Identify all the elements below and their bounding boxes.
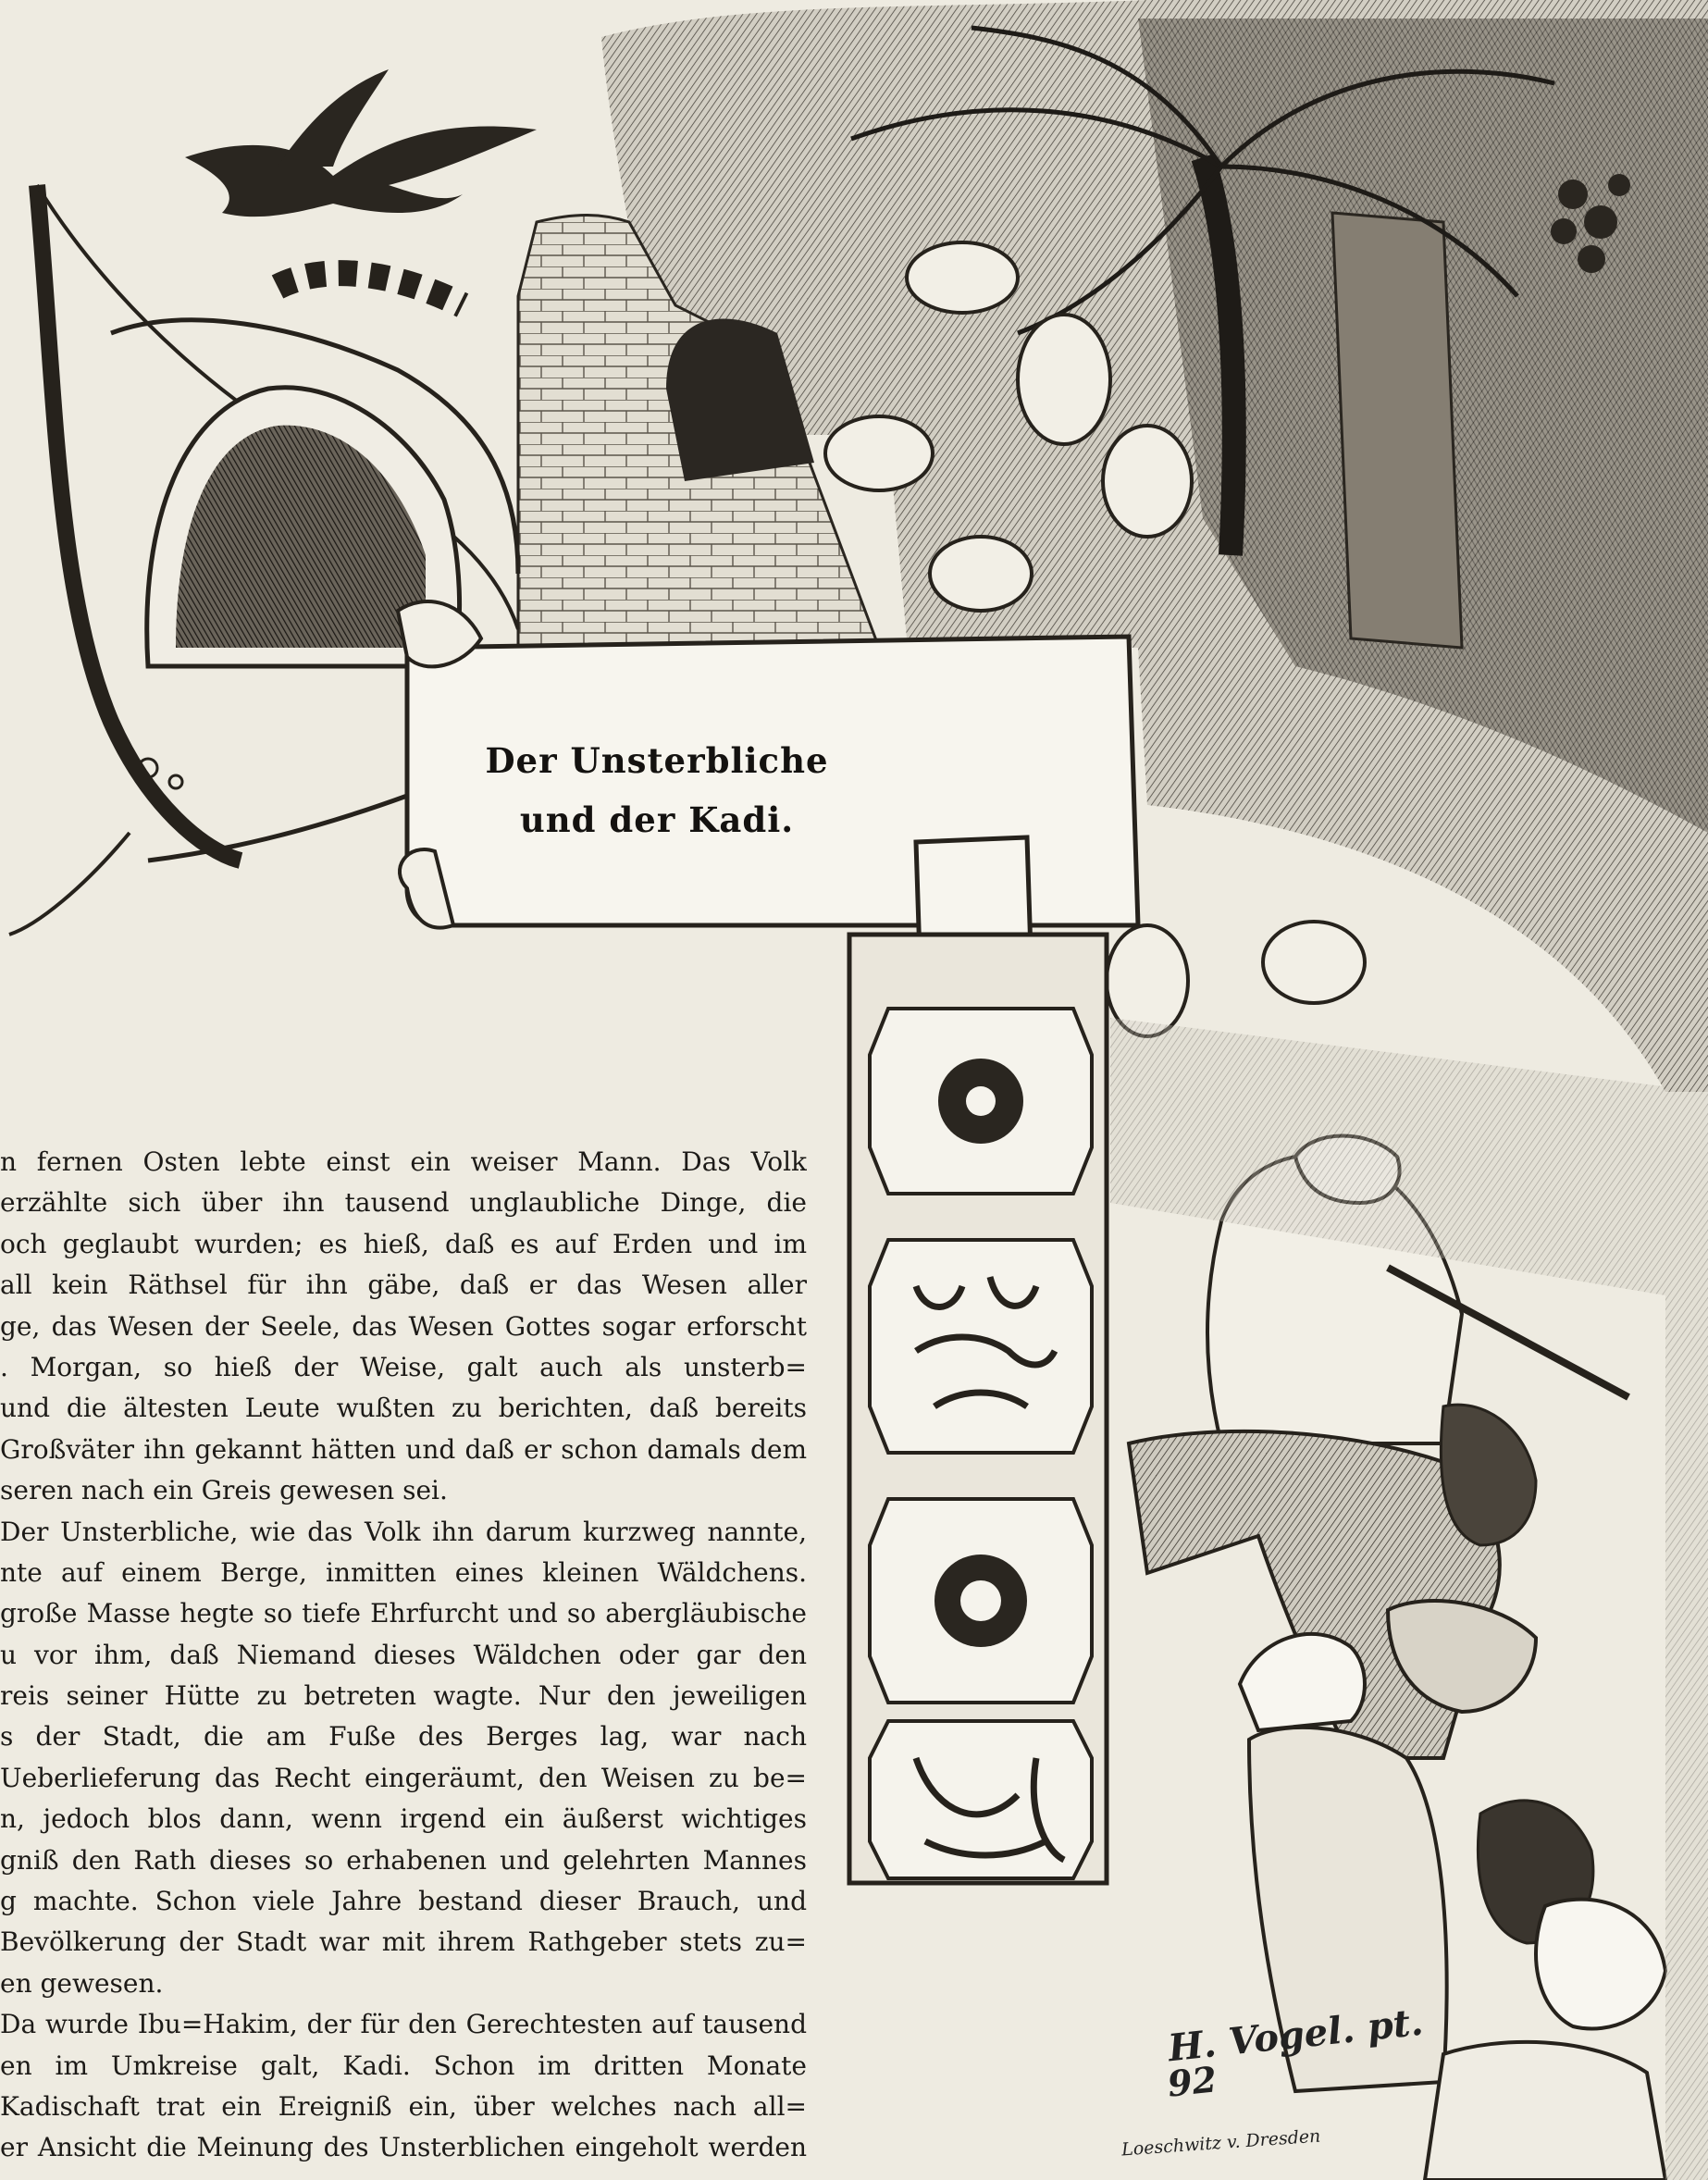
body-line: och geglaubt wurden; es hieß, daß es auf Erden und im [0, 1228, 807, 1259]
body-line: . Morgan, so hieß der Weise, galt auch als unsterb= [0, 1351, 807, 1382]
title-line-2: und der Kadi. [519, 799, 795, 840]
body-line: ge, das Wesen der Seele, das Wesen Gottes sogar erforscht [0, 1310, 807, 1342]
body-line: s der Stadt, die am Fuße des Berges lag, war nach [0, 1721, 807, 1753]
engraver-credit: Loeschwitz v. Dresden [1120, 2125, 1321, 2161]
ornamental-pillar [849, 935, 1107, 1883]
body-line: und die ältesten Leute wußten zu berichten, daß bereits [0, 1393, 807, 1424]
body-line: seren nach ein Greis gewesen sei. [0, 1475, 448, 1506]
body-line: reis seiner Hütte zu betreten wagte. Nur den jeweiligen [0, 1680, 807, 1712]
body-line: Kadischaft trat ein Ereigniß ein, über welches nach all= [0, 2090, 807, 2122]
body-line: n, jedoch blos dann, wenn irgend ein äußerst wichtiges [0, 1803, 807, 1835]
body-line: all kein Räthsel für ihn gäbe, daß er das Wesen aller [0, 1270, 807, 1301]
body-line: Da wurde Ibu=Hakim, der für den Gerechtesten auf tausend [0, 2009, 807, 2040]
body-line: nte auf einem Berge, inmitten eines kleinen Wäldchens. [0, 1556, 807, 1588]
body-line: Großväter ihn gekannt hätten und daß er schon damals dem [0, 1433, 807, 1465]
body-line: er Ansicht die Meinung des Unsterblichen eingeholt werden [0, 2132, 807, 2163]
article-title [435, 731, 879, 849]
body-line: g machte. Schon viele Jahre bestand dieser Brauch, und [0, 1886, 807, 1917]
flying-bird [185, 69, 537, 217]
body-line: Der Unsterbliche, wie das Volk ihn darum kurzweg nannte, [0, 1516, 807, 1547]
body-line: Ueberlieferung das Recht eingeräumt, den Weisen zu be= [0, 1762, 807, 1793]
body-line: gniß den Rath dieses so erhabenen und gelehrten Mannes [0, 1844, 807, 1876]
artist-signature: H. Vogel. pt. [1166, 2000, 1426, 2071]
body-line: große Masse hegte so tiefe Ehrfurcht und so abergläubische [0, 1598, 807, 1629]
body-line: n fernen Osten lebte einst ein weiser Mann. Das Volk [0, 1146, 807, 1177]
body-line: en gewesen. [0, 1967, 164, 1999]
title-line-1: Der Unsterbliche [485, 740, 829, 781]
signature-year: 92 [1165, 2058, 1219, 2105]
article-body [0, 1142, 807, 2169]
body-line: u vor ihm, daß Niemand dieses Wäldchen oder gar den [0, 1639, 807, 1670]
body-line: erzählte sich über ihn tausend unglaubliche Dinge, die [0, 1187, 807, 1219]
body-line: en im Umkreise galt, Kadi. Schon im dritten Monate [0, 2050, 807, 2081]
body-line: Bevölkerung der Stadt war mit ihrem Rathgeber stets zu= [0, 1926, 807, 1958]
